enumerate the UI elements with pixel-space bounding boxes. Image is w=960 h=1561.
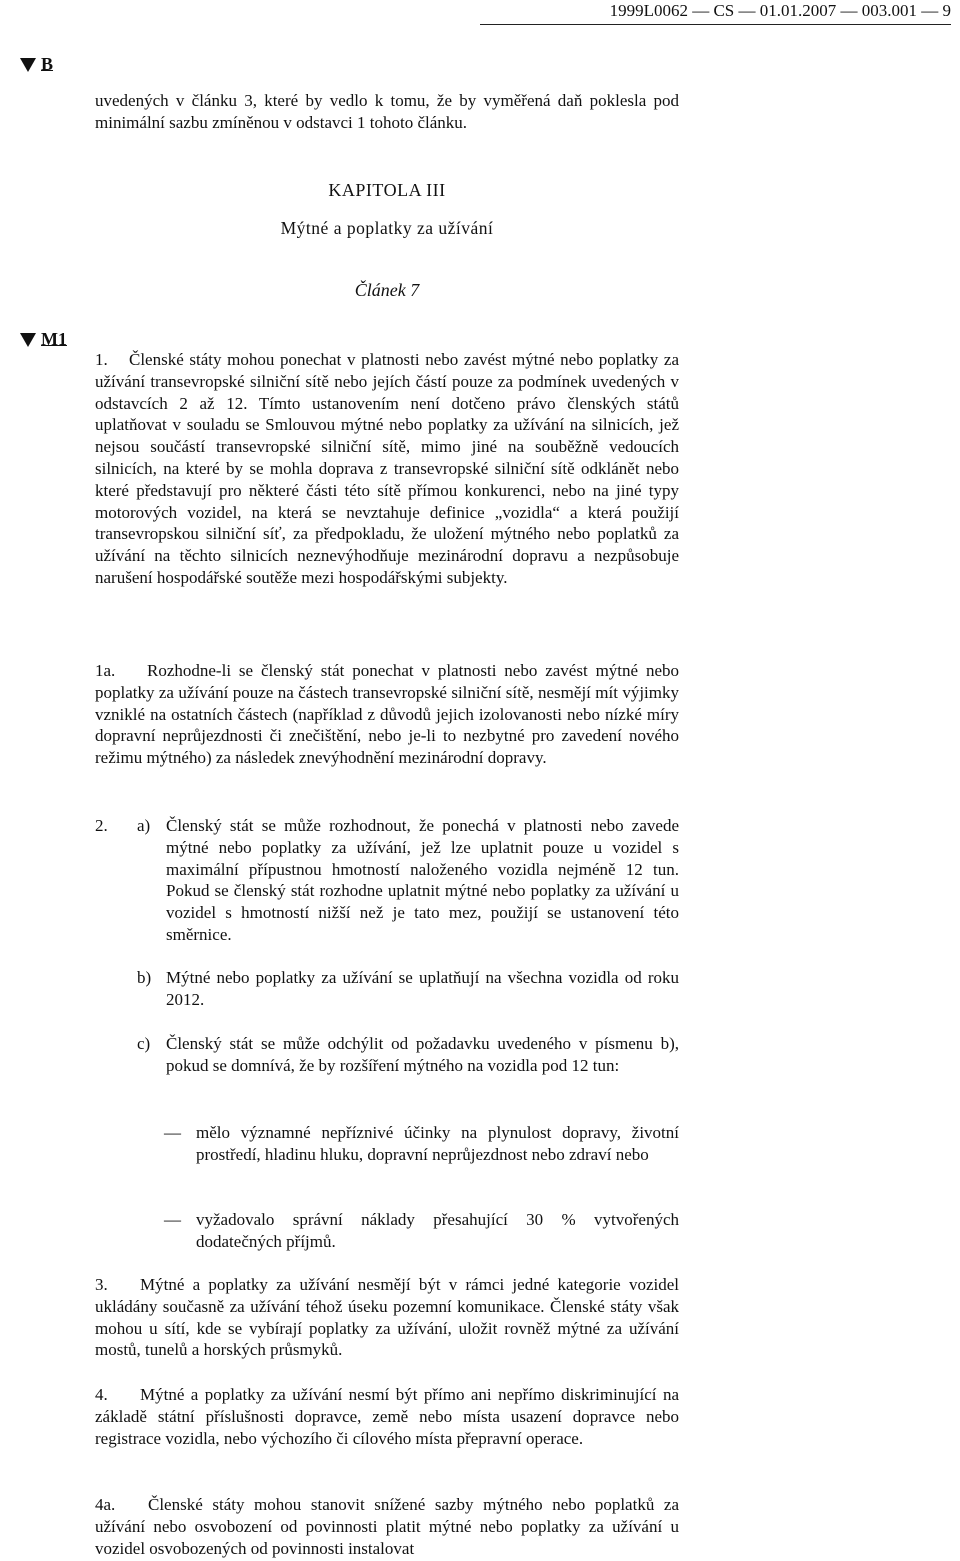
paragraph-text: Mýtné a poplatky za užívání nesmějí být v rámci jedné kategorie vozidel ukládány současně za užívání téhož úseku pozemní komunikace. Členské státy však mohou u sítí, kde se vybírají poplatky za užívání, uložit rovněž mýtné za užívání mostů, tunelů a horských průsmyků. — [95, 1275, 679, 1360]
paragraph-2c — [137, 1033, 679, 1077]
intro-paragraph: uvedených v článku 3, které by vedlo k tomu, že by vyměřená daň poklesla pod minimální sazbu zmíněnou v odstavci 1 tohoto článku. — [95, 91, 679, 132]
chapter-title: Mýtné a poplatky za užívání — [280, 218, 494, 238]
paragraph-text: Mýtné a poplatky za užívání nesmí být přímo ani nepřímo diskriminující na základě státní příslušnosti dopravce, země nebo místa usazení dopravce nebo registrace vozidla, nebo výchozího či cílového místa přepravní operace. — [95, 1385, 679, 1448]
item-label: b) — [137, 968, 152, 987]
paragraph-text: Rozhodne-li se členský stát ponechat v platnosti nebo zavést mýtné nebo poplatky za užívání pouze na částech transevropské silniční sítě, nesmějí mít výjimky vzniklé na ostatních částech (například z důvodů jejich izolovanosti nebo nízké míry dopravní neprůjezdnosti či znečištění, nebo je-li to nezbytné pro zavedení nového režimu mýtného) za následek znevýhodnění mezinárodní dopravy. — [95, 661, 679, 768]
dash-item-1 — [164, 1122, 679, 1166]
paragraph-2-number: 2. — [95, 816, 108, 835]
marker-label: B — [41, 53, 54, 74]
document-header: 1999L0062 — CS — 01.01.2007 — 003.001 — 9 — [480, 0, 951, 25]
paragraph-3 — [95, 1274, 679, 1361]
paragraph-number: 3. — [95, 1275, 108, 1294]
paragraph-number: 4a. — [95, 1495, 116, 1514]
paragraph-number: 1a. — [95, 661, 116, 680]
item-text: Členský stát se může rozhodnout, že ponechá v platnosti nebo zavede mýtné nebo poplatky za užívání, jež lze uplatnit pouze u vozidel s maximální přípustnou hmotností naloženého vozidla nejméně 12 tun. Pokud se členský stát rozhodne uplatnit mýtné nebo poplatky za užívání u vozidel s hmotností nižší než je tato mez, použijí se ustanovení této směrnice. — [166, 816, 679, 944]
amendment-marker-b — [20, 53, 53, 76]
paragraph-text: Členské státy mohou stanovit snížené sazby mýtného nebo poplatků za užívání nebo osvobození od povinnosti platit mýtné nebo poplatky za užívání u vozidel osvobozených od povinnosti instalovat — [95, 1495, 679, 1558]
paragraph-1a — [95, 660, 679, 769]
paragraph-number: 4. — [95, 1385, 108, 1404]
amendment-marker-m1 — [20, 328, 67, 351]
chapter-heading: KAPITOLA III — [328, 180, 446, 200]
item-label: c) — [137, 1034, 151, 1053]
paragraph-4a — [95, 1494, 679, 1559]
item-text: Členský stát se může odchýlit od požadavku uvedeného v písmenu b), pokud se domnívá, že by rozšíření mýtného na vozidla pod 12 tun: — [166, 1034, 679, 1075]
paragraph-2b — [137, 967, 679, 1011]
item-label: a) — [137, 816, 151, 835]
paragraph-4 — [95, 1384, 679, 1449]
triangle-down-icon — [20, 333, 36, 347]
dash-text: vyžadovalo správní náklady přesahující 30 % vytvořených dodatečných příjmů. — [196, 1210, 679, 1251]
item-text: Mýtné nebo poplatky za užívání se uplatňují na všechna vozidla od roku 2012. — [166, 968, 679, 1009]
marker-label: M1 — [41, 328, 67, 349]
paragraph-1 — [95, 349, 679, 589]
triangle-down-icon — [20, 58, 36, 72]
article-heading: Článek 7 — [354, 280, 420, 300]
paragraph-number: 1. — [95, 350, 108, 369]
dash-label: — — [164, 1210, 181, 1229]
dash-text: mělo významné nepříznivé účinky na plynulost dopravy, životní prostředí, hladinu hluku, dopravní neprůjezdnost nebo zdraví nebo — [196, 1123, 679, 1164]
paragraph-text: Členské státy mohou ponechat v platnosti nebo zavést mýtné nebo poplatky za užívání transevropské silniční sítě nebo jejích částí pouze za podmínek uvedených v odstavcích 2 až 12. Tímto ustanovením není dotčeno právo členských států uplatňovat v souladu se Smlouvou mýtné nebo poplatky za užívání na silnicích, jež nejsou součástí transevropské silniční sítě, mimo jiné na souběžně vedoucích silnicích, na které by se mohla doprava z transevropské silniční sítě odklánět nebo které představují pro některé části této sítě přímou konkurenci, nebo na jiné typy motorových vozidel, na která se nevztahuje definice „vozidla“ a která použijí transevropskou silniční síť, za předpokladu, že uložení mýtného nebo poplatků za užívání na těchto silnicích neznevýhodňuje mezinárodní dopravu a nezpůsobuje narušení hospodářské soutěže mezi hospodářskými subjekty. — [95, 350, 679, 587]
dash-label: — — [164, 1123, 181, 1142]
dash-item-2 — [164, 1209, 679, 1253]
paragraph-2a — [137, 815, 679, 946]
